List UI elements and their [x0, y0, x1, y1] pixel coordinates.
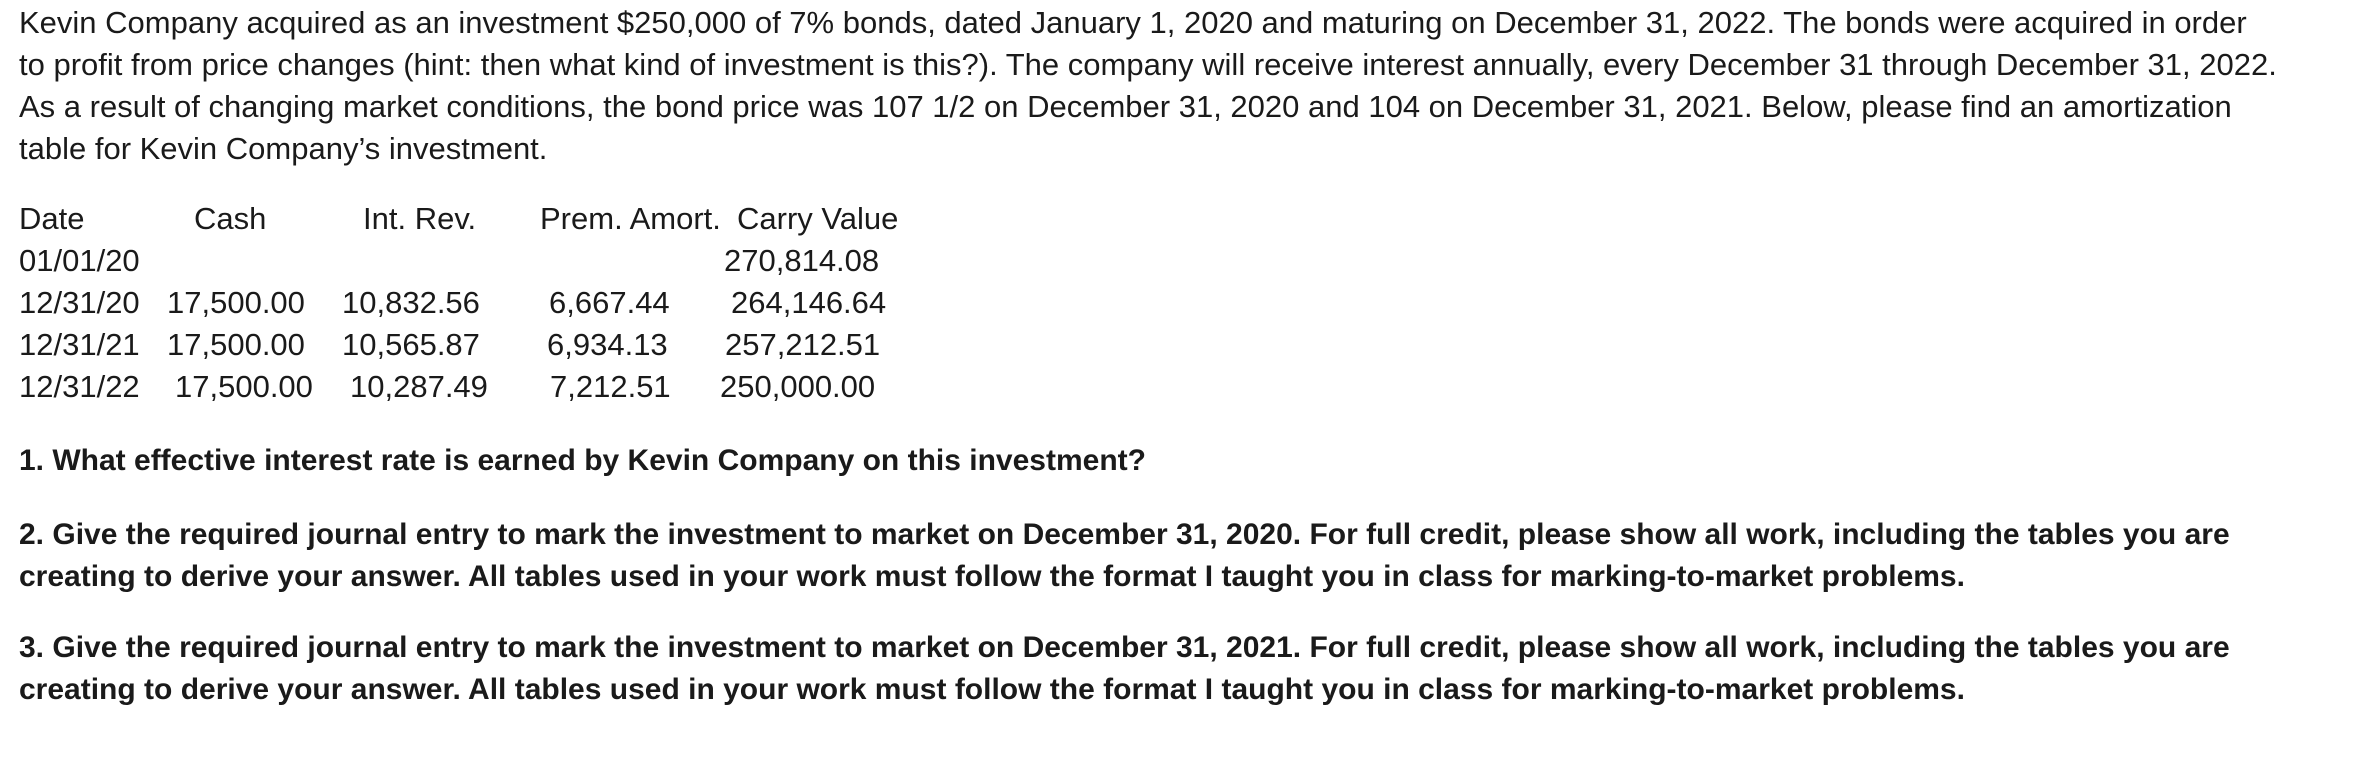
table-cell-prem-amort: 7,212.51: [550, 369, 671, 404]
question-line: creating to derive your answer. All tables used in your work must follow the format I taught you in class for marking-to-market problems.: [19, 673, 1965, 706]
table-header-prem-amort: Prem. Amort.: [540, 201, 721, 236]
question-line: 3. Give the required journal entry to mark the investment to market on December 31, 2021. For full credit, please show all work, including the tables you are: [19, 631, 2230, 664]
question-line: 1. What effective interest rate is earned by Kevin Company on this investment?: [19, 444, 1146, 477]
intro-line: Kevin Company acquired as an investment $250,000 of 7% bonds, dated January 1, 2020 and maturing on December 31, 2022. The bonds were acquired in order: [19, 5, 2247, 40]
table-cell-int-rev: 10,287.49: [350, 369, 488, 404]
table-cell-date: 12/31/20: [19, 285, 140, 320]
table-cell-carry-value: 270,814.08: [724, 243, 880, 278]
intro-line: to profit from price changes (hint: then what kind of investment is this?). The company will receive interest annually, every December 31 through December 31, 2022.: [19, 47, 2277, 82]
intro-paragraph: [19, 2, 2339, 170]
table-header-carry-value: Carry Value: [737, 201, 899, 236]
intro-line: As a result of changing market conditions, the bond price was 107 1/2 on December 31, 2020 and 104 on December 31, 2021. Below, please find an amortization: [19, 89, 2232, 124]
table-cell-carry-value: 264,146.64: [731, 285, 887, 320]
table-header-int-rev: Int. Rev.: [363, 201, 477, 236]
table-cell-cash: 17,500.00: [167, 285, 305, 320]
table-cell-date: 12/31/21: [19, 327, 140, 362]
table-cell-cash: 17,500.00: [167, 327, 305, 362]
question-3: [19, 627, 2339, 711]
question-line: 2. Give the required journal entry to mark the investment to market on December 31, 2020. For full credit, please show all work, including the tables you are: [19, 518, 2230, 551]
table-cell-prem-amort: 6,934.13: [547, 327, 668, 362]
table-cell-carry-value: 257,212.51: [725, 327, 881, 362]
table-cell-carry-value: 250,000.00: [720, 369, 876, 404]
table-cell-prem-amort: 6,667.44: [549, 285, 670, 320]
table-cell-int-rev: 10,832.56: [342, 285, 480, 320]
table-cell-date: 01/01/20: [19, 243, 140, 278]
question-2: [19, 514, 2339, 598]
intro-line: table for Kevin Company’s investment.: [19, 131, 548, 166]
table-cell-cash: 17,500.00: [175, 369, 313, 404]
table-cell-date: 12/31/22: [19, 369, 140, 404]
question-1: [19, 440, 2339, 482]
question-line: creating to derive your answer. All tables used in your work must follow the format I taught you in class for marking-to-market problems.: [19, 560, 1965, 593]
table-header-cash: Cash: [194, 201, 267, 236]
table-cell-int-rev: 10,565.87: [342, 327, 480, 362]
table-header-date: Date: [19, 201, 85, 236]
